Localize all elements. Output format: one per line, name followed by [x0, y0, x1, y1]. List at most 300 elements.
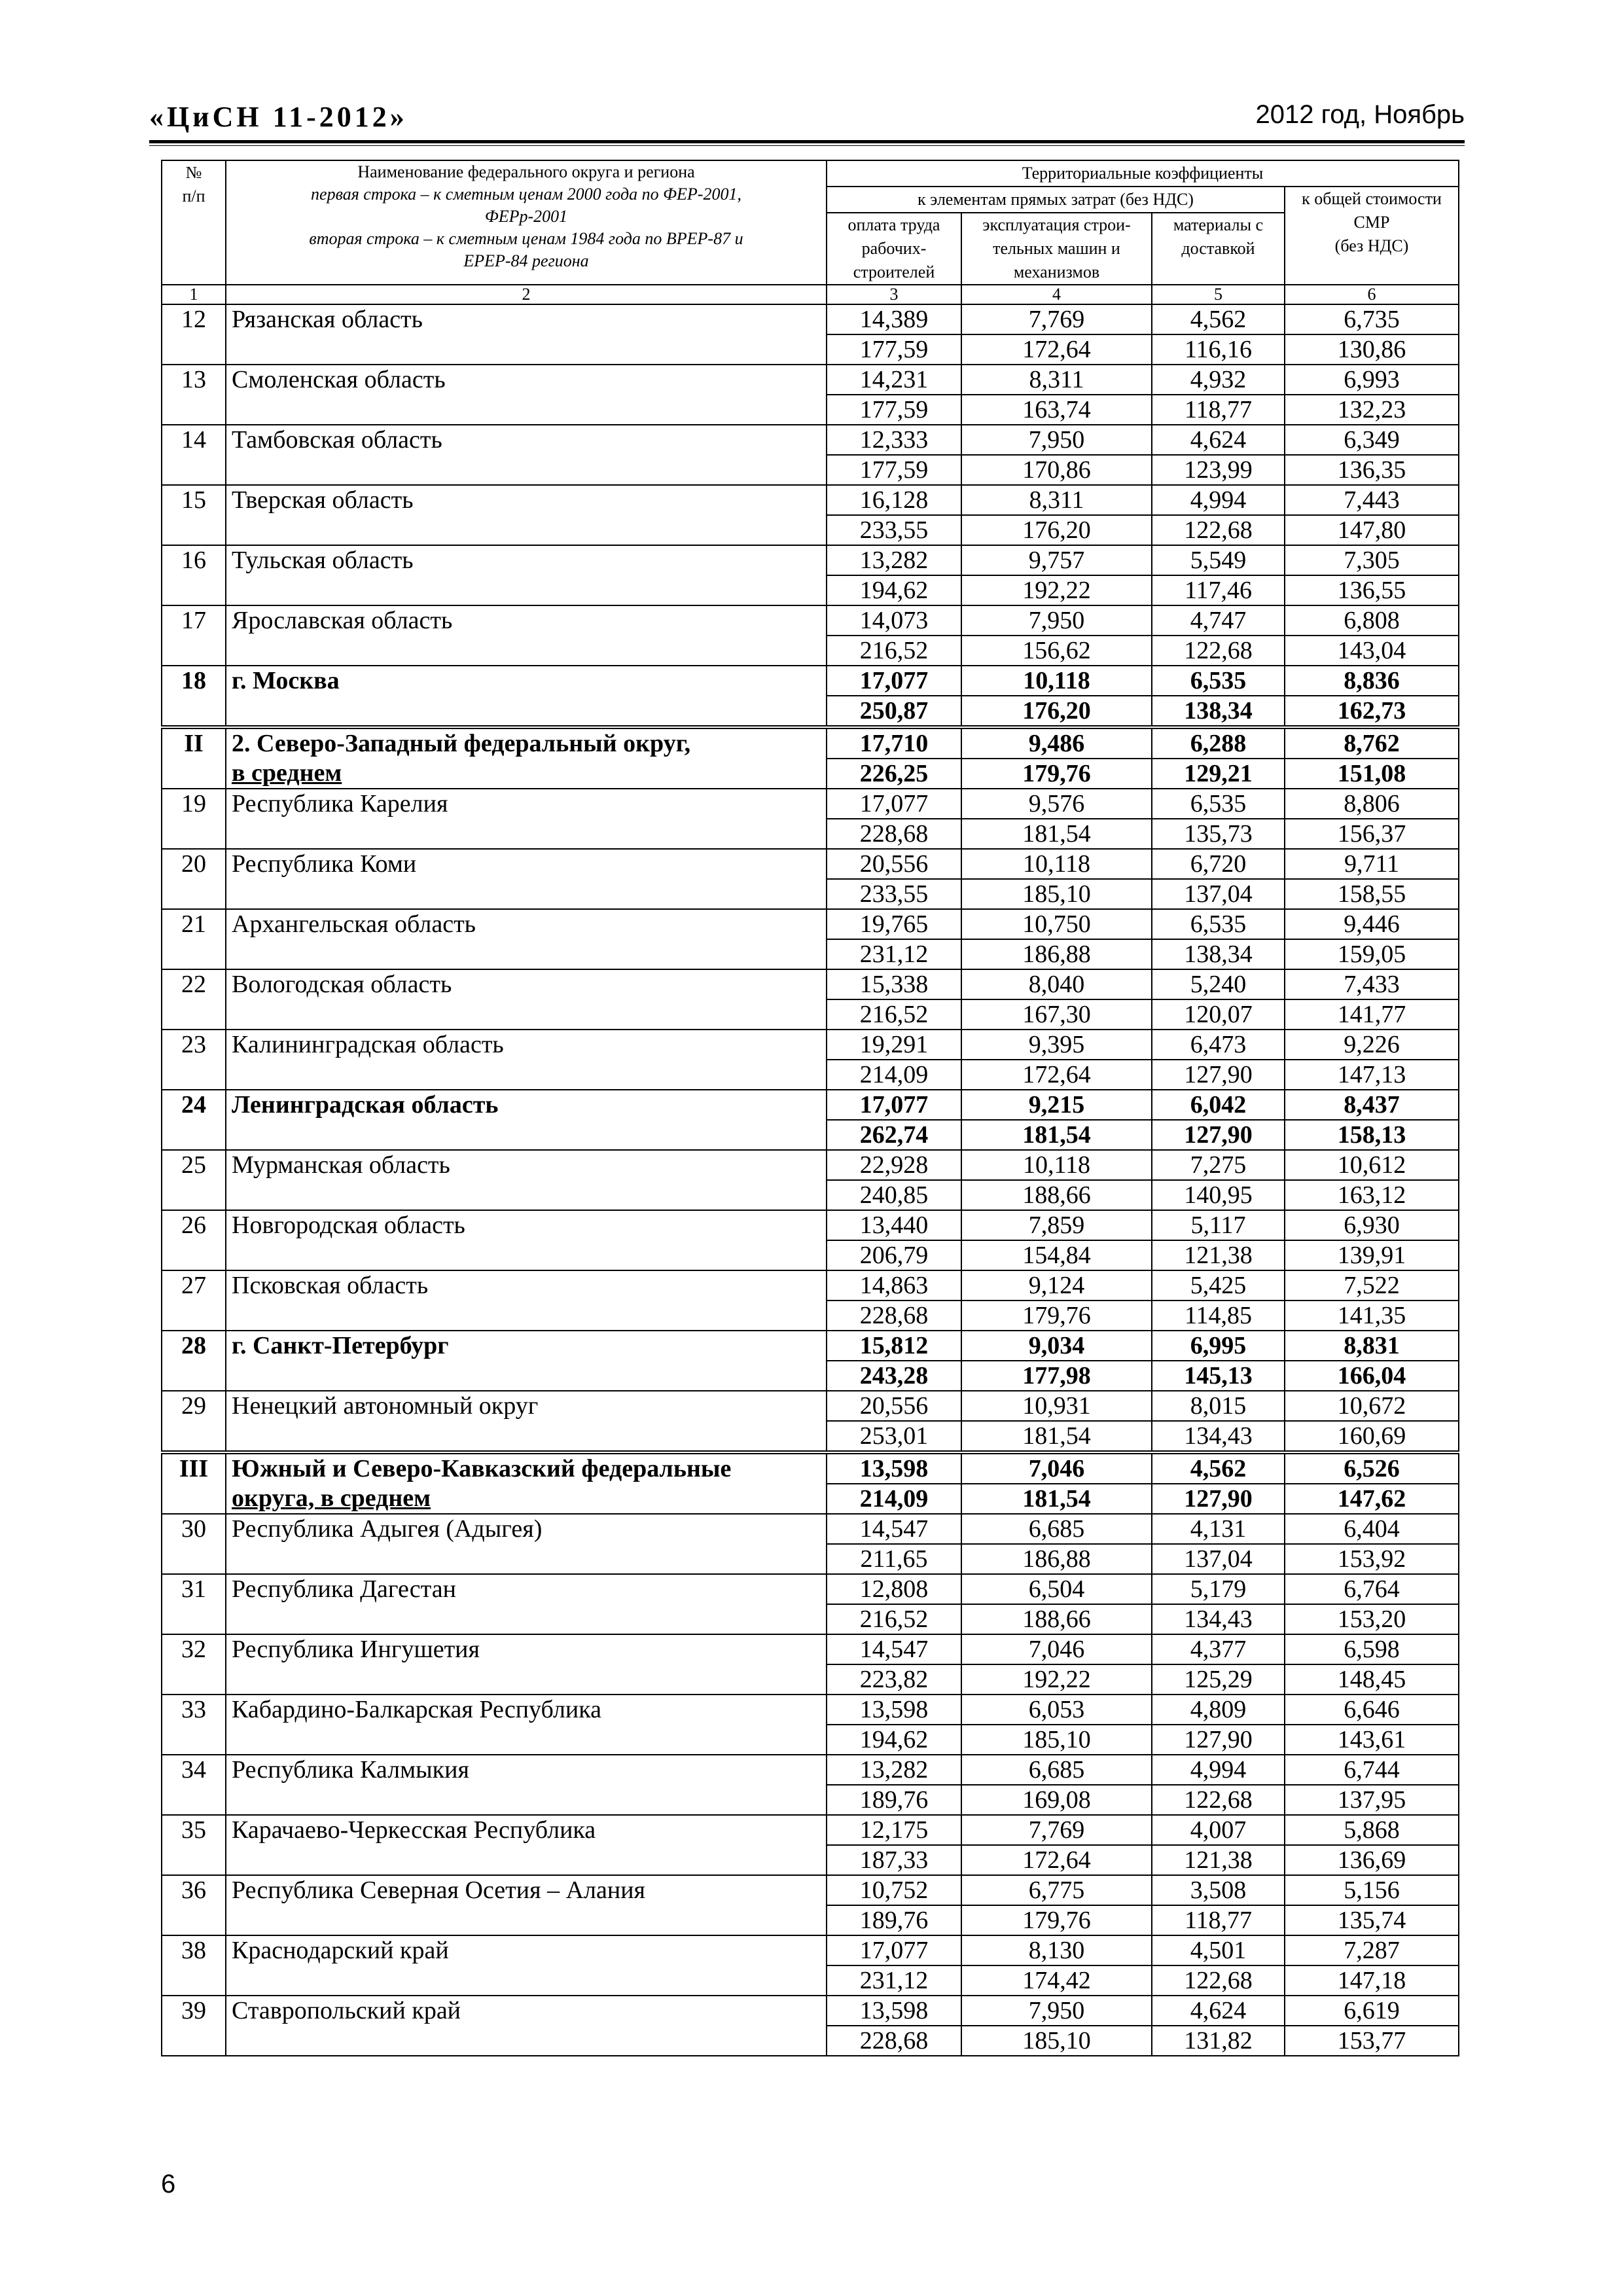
coefficient-2000: 4,007 [1152, 1815, 1285, 1845]
region-name: Смоленская область [226, 365, 827, 425]
coefficient-1984: 185,10 [961, 2026, 1152, 2056]
table-row [162, 1755, 1459, 1785]
coefficient-1984: 186,88 [961, 939, 1152, 969]
coefficient-1984: 134,43 [1152, 1421, 1285, 1452]
row-number: 25 [162, 1150, 226, 1210]
coefficient-1984: 147,13 [1285, 1060, 1459, 1090]
coefficient-1984: 188,66 [961, 1180, 1152, 1210]
coefficient-1984: 118,77 [1152, 395, 1285, 425]
coefficient-2000: 3,508 [1152, 1875, 1285, 1905]
coefficient-2000: 6,775 [961, 1875, 1152, 1905]
row-number: 27 [162, 1270, 226, 1331]
coefficient-2000: 17,077 [827, 666, 961, 696]
table-row [162, 1634, 1459, 1664]
coefficient-2000: 10,750 [961, 909, 1152, 939]
coefficient-2000: 6,735 [1285, 304, 1459, 334]
coefficient-1984: 145,13 [1152, 1361, 1285, 1391]
coefficient-1984: 216,52 [827, 636, 961, 666]
coefficient-2000: 15,338 [827, 969, 961, 999]
coefficient-2000: 6,404 [1285, 1514, 1459, 1544]
coefficient-1984: 223,82 [827, 1664, 961, 1695]
coefficient-1984: 188,66 [961, 1604, 1152, 1634]
coefficient-2000: 7,433 [1285, 969, 1459, 999]
coefficient-1984: 158,55 [1285, 879, 1459, 909]
table-row [162, 485, 1459, 515]
region-name: Краснодарский край [226, 1935, 827, 1996]
row-number: 21 [162, 909, 226, 969]
coefficient-2000: 10,118 [961, 849, 1152, 879]
coefficient-2000: 7,046 [961, 1452, 1152, 1484]
coefficient-2000: 8,040 [961, 969, 1152, 999]
coefficient-1984: 228,68 [827, 1300, 961, 1331]
coefficient-2000: 6,744 [1285, 1755, 1459, 1785]
coefficient-1984: 147,18 [1285, 1965, 1459, 1996]
coefficient-2000: 5,549 [1152, 545, 1285, 575]
coefficient-1984: 172,64 [961, 334, 1152, 365]
coefficient-1984: 177,59 [827, 455, 961, 485]
coefficient-2000: 7,769 [961, 304, 1152, 334]
coefficient-2000: 6,504 [961, 1574, 1152, 1604]
coefficient-1984: 233,55 [827, 515, 961, 545]
coefficient-1984: 187,33 [827, 1845, 961, 1875]
row-number: 14 [162, 425, 226, 485]
coefficient-1984: 114,85 [1152, 1300, 1285, 1331]
table-row [162, 1574, 1459, 1604]
row-number: 26 [162, 1210, 226, 1270]
coefficient-2000: 6,720 [1152, 849, 1285, 879]
region-name: Архангельская область [226, 909, 827, 969]
table-row [162, 969, 1459, 999]
region-name: Ленинградская область [226, 1090, 827, 1150]
row-number: 31 [162, 1574, 226, 1634]
region-name-line2: округа, в среднем [226, 1484, 827, 1514]
region-name: Тверская область [226, 485, 827, 545]
coefficient-1984: 156,37 [1285, 819, 1459, 849]
region-name: Рязанская область [226, 304, 827, 365]
coefficient-1984: 231,12 [827, 939, 961, 969]
coefficient-2000: 6,349 [1285, 425, 1459, 455]
coefficient-1984: 172,64 [961, 1060, 1152, 1090]
row-number: 13 [162, 365, 226, 425]
coefficient-2000: 17,077 [827, 1090, 961, 1120]
coefficient-1984: 174,42 [961, 1965, 1152, 1996]
coefficient-1984: 127,90 [1152, 1060, 1285, 1090]
coefficient-1984: 143,61 [1285, 1725, 1459, 1755]
coefficient-1984: 137,95 [1285, 1785, 1459, 1815]
coefficient-1984: 185,10 [961, 1725, 1152, 1755]
region-name: Республика Северная Осетия – Алания [226, 1875, 827, 1935]
coefficient-2000: 9,576 [961, 789, 1152, 819]
coefficient-2000: 5,156 [1285, 1875, 1459, 1905]
coefficient-1984: 176,20 [961, 515, 1152, 545]
coefficient-1984: 118,77 [1152, 1905, 1285, 1935]
coefficient-2000: 17,710 [827, 727, 961, 759]
coefficient-2000: 6,053 [961, 1695, 1152, 1725]
table-row [162, 759, 1459, 789]
coefficient-2000: 13,598 [827, 1452, 961, 1484]
coefficient-1984: 158,13 [1285, 1120, 1459, 1150]
coefficient-1984: 136,69 [1285, 1845, 1459, 1875]
coefficient-1984: 122,68 [1152, 1965, 1285, 1996]
row-number: 24 [162, 1090, 226, 1150]
region-name: Ярославская область [226, 605, 827, 666]
coefficient-1984: 179,76 [961, 759, 1152, 789]
coefficient-1984: 121,38 [1152, 1240, 1285, 1270]
publication-date: 2012 год, Ноябрь [1255, 100, 1465, 129]
coefficient-1984: 153,20 [1285, 1604, 1459, 1634]
coefficient-2000: 17,077 [827, 789, 961, 819]
table-row [162, 1875, 1459, 1905]
coefficient-1984: 233,55 [827, 879, 961, 909]
coefficient-1984: 211,65 [827, 1544, 961, 1574]
coefficient-2000: 4,747 [1152, 605, 1285, 636]
row-number: 22 [162, 969, 226, 1030]
coefficient-1984: 172,64 [961, 1845, 1152, 1875]
coefficient-1984: 253,01 [827, 1421, 961, 1452]
coefficient-2000: 4,624 [1152, 425, 1285, 455]
coefficient-2000: 5,179 [1152, 1574, 1285, 1604]
coefficient-2000: 13,282 [827, 1755, 961, 1785]
coefficient-1984: 170,86 [961, 455, 1152, 485]
coefficient-2000: 8,311 [961, 485, 1152, 515]
coefficient-2000: 5,868 [1285, 1815, 1459, 1845]
coefficient-1984: 120,07 [1152, 999, 1285, 1030]
coefficient-1984: 129,21 [1152, 759, 1285, 789]
coefficient-2000: 9,486 [961, 727, 1152, 759]
coefficient-2000: 12,808 [827, 1574, 961, 1604]
table-row [162, 849, 1459, 879]
coefficient-2000: 20,556 [827, 849, 961, 879]
coefficient-1984: 166,04 [1285, 1361, 1459, 1391]
row-number: 28 [162, 1331, 226, 1391]
coefficient-2000: 6,535 [1152, 909, 1285, 939]
table-row [162, 545, 1459, 575]
coefficient-2000: 19,291 [827, 1030, 961, 1060]
table-row [162, 1150, 1459, 1180]
coefficient-2000: 6,930 [1285, 1210, 1459, 1240]
coefficient-1984: 186,88 [961, 1544, 1152, 1574]
coefficient-1984: 177,59 [827, 334, 961, 365]
header-territorial: Территориальные коэффициенты [827, 160, 1459, 187]
table-row [162, 909, 1459, 939]
region-name-line1: Южный и Северо-Кавказский федеральные [226, 1452, 827, 1484]
coefficient-1984: 167,30 [961, 999, 1152, 1030]
coefficient-1984: 138,34 [1152, 696, 1285, 727]
publication-title: «ЦиСН 11-2012» [149, 101, 408, 133]
coefficient-2000: 13,282 [827, 545, 961, 575]
coefficient-2000: 9,757 [961, 545, 1152, 575]
header-rule [149, 140, 1465, 143]
table-row [162, 1391, 1459, 1421]
column-number: 4 [961, 285, 1152, 304]
coefficient-1984: 228,68 [827, 2026, 961, 2056]
region-name: Калининградская область [226, 1030, 827, 1090]
coefficient-2000: 16,128 [827, 485, 961, 515]
table-row [162, 365, 1459, 395]
coefficient-1984: 151,08 [1285, 759, 1459, 789]
coefficient-1984: 177,98 [961, 1361, 1152, 1391]
coefficient-1984: 179,76 [961, 1905, 1152, 1935]
coefficient-2000: 9,711 [1285, 849, 1459, 879]
coefficient-2000: 6,646 [1285, 1695, 1459, 1725]
region-name: г. Москва [226, 666, 827, 727]
coefficient-2000: 6,535 [1152, 789, 1285, 819]
coefficient-2000: 4,932 [1152, 365, 1285, 395]
column-number: 2 [226, 285, 827, 304]
coefficient-2000: 6,619 [1285, 1996, 1459, 2026]
table-row [162, 1331, 1459, 1361]
coefficient-1984: 153,92 [1285, 1544, 1459, 1574]
row-number: 15 [162, 485, 226, 545]
region-name-line2: в среднем [226, 759, 827, 789]
table-row [162, 1484, 1459, 1514]
coefficient-1984: 163,74 [961, 395, 1152, 425]
coefficient-1984: 132,23 [1285, 395, 1459, 425]
table-row [162, 605, 1459, 636]
coefficient-2000: 8,015 [1152, 1391, 1285, 1421]
region-name-line1: 2. Северо-Западный федеральный округ, [226, 727, 827, 759]
coefficient-1984: 194,62 [827, 1725, 961, 1755]
row-number: 36 [162, 1875, 226, 1935]
coefficient-1984: 181,54 [961, 1120, 1152, 1150]
row-number: 39 [162, 1996, 226, 2056]
coefficient-1984: 140,95 [1152, 1180, 1285, 1210]
coefficient-1984: 117,46 [1152, 575, 1285, 605]
coefficient-2000: 7,769 [961, 1815, 1152, 1845]
region-name: Вологодская область [226, 969, 827, 1030]
coefficient-2000: 6,685 [961, 1514, 1152, 1544]
region-name: Республика Адыгея (Адыгея) [226, 1514, 827, 1574]
coefficient-1984: 162,73 [1285, 696, 1459, 727]
coefficient-1984: 130,86 [1285, 334, 1459, 365]
row-number: 34 [162, 1755, 226, 1815]
coefficient-1984: 159,05 [1285, 939, 1459, 969]
header-total-cost: к общей стоимости СМР (без НДС) [1285, 187, 1459, 285]
coefficient-2000: 14,547 [827, 1634, 961, 1664]
row-number: 23 [162, 1030, 226, 1090]
table-row [162, 1935, 1459, 1965]
table-row [162, 1514, 1459, 1544]
coefficient-2000: 6,288 [1152, 727, 1285, 759]
coefficient-2000: 14,231 [827, 365, 961, 395]
coefficient-1984: 240,85 [827, 1180, 961, 1210]
row-number: 35 [162, 1815, 226, 1875]
region-name: Кабардино-Балкарская Республика [226, 1695, 827, 1755]
coefficient-1984: 135,73 [1152, 819, 1285, 849]
region-name: Республика Карелия [226, 789, 827, 849]
coefficient-1984: 214,09 [827, 1060, 961, 1090]
header-machines: эксплуатация строи- тельных машин и механизмов [961, 213, 1152, 285]
coefficient-1984: 156,62 [961, 636, 1152, 666]
coefficient-1984: 176,20 [961, 696, 1152, 727]
header-direct-costs: к элементам прямых затрат (без НДС) [827, 187, 1285, 213]
region-name: Республика Коми [226, 849, 827, 909]
coefficient-2000: 13,598 [827, 1996, 961, 2026]
table-row [162, 727, 1459, 759]
coefficient-2000: 20,556 [827, 1391, 961, 1421]
coefficient-2000: 14,863 [827, 1270, 961, 1300]
row-number: 19 [162, 789, 226, 849]
row-number: 12 [162, 304, 226, 365]
coefficient-1984: 189,76 [827, 1905, 961, 1935]
coefficient-2000: 5,240 [1152, 969, 1285, 999]
coefficient-1984: 206,79 [827, 1240, 961, 1270]
coefficient-2000: 17,077 [827, 1935, 961, 1965]
column-number: 6 [1285, 285, 1459, 304]
coefficient-2000: 4,994 [1152, 1755, 1285, 1785]
region-name: Тамбовская область [226, 425, 827, 485]
table-row [162, 1815, 1459, 1845]
coefficient-2000: 15,812 [827, 1331, 961, 1361]
table-row [162, 1996, 1459, 2026]
table-row [162, 789, 1459, 819]
coefficient-2000: 8,762 [1285, 727, 1459, 759]
coefficient-1984: 177,59 [827, 395, 961, 425]
coefficient-2000: 10,612 [1285, 1150, 1459, 1180]
coefficient-1984: 181,54 [961, 819, 1152, 849]
coefficient-2000: 10,752 [827, 1875, 961, 1905]
coefficient-2000: 10,118 [961, 1150, 1152, 1180]
coefficient-2000: 6,535 [1152, 666, 1285, 696]
coefficient-2000: 12,333 [827, 425, 961, 455]
coefficient-2000: 8,836 [1285, 666, 1459, 696]
table-row [162, 1090, 1459, 1120]
header-labor: оплата труда рабочих- строителей [827, 213, 961, 285]
header-materials: материалы с доставкой [1152, 213, 1285, 285]
table-row [162, 1270, 1459, 1300]
coefficient-2000: 7,859 [961, 1210, 1152, 1240]
table-row [162, 425, 1459, 455]
coefficient-2000: 10,931 [961, 1391, 1152, 1421]
coefficient-1984: 250,87 [827, 696, 961, 727]
coefficient-1984: 127,90 [1152, 1484, 1285, 1514]
coefficient-1984: 192,22 [961, 575, 1152, 605]
coefficient-2000: 8,130 [961, 1935, 1152, 1965]
coefficient-1984: 214,09 [827, 1484, 961, 1514]
coefficient-2000: 6,993 [1285, 365, 1459, 395]
coefficient-2000: 8,437 [1285, 1090, 1459, 1120]
region-name: Республика Ингушетия [226, 1634, 827, 1695]
table-row [162, 1210, 1459, 1240]
coefficient-2000: 14,547 [827, 1514, 961, 1544]
coefficient-2000: 7,287 [1285, 1935, 1459, 1965]
header-rule-thin [149, 145, 1465, 146]
coefficient-1984: 127,90 [1152, 1725, 1285, 1755]
region-name: г. Санкт-Петербург [226, 1331, 827, 1391]
coefficients-table [161, 160, 1459, 2056]
region-name: Новгородская область [226, 1210, 827, 1270]
coefficient-2000: 12,175 [827, 1815, 961, 1845]
coefficient-1984: 231,12 [827, 1965, 961, 1996]
coefficient-1984: 179,76 [961, 1300, 1152, 1331]
coefficient-1984: 243,28 [827, 1361, 961, 1391]
coefficient-1984: 136,55 [1285, 575, 1459, 605]
header-num: № п/п [162, 160, 226, 285]
row-number: III [162, 1452, 226, 1514]
coefficient-2000: 4,501 [1152, 1935, 1285, 1965]
coefficient-1984: 134,43 [1152, 1604, 1285, 1634]
coefficient-2000: 7,950 [961, 425, 1152, 455]
coefficient-1984: 139,91 [1285, 1240, 1459, 1270]
coefficient-2000: 9,226 [1285, 1030, 1459, 1060]
coefficient-2000: 9,034 [961, 1331, 1152, 1361]
region-name: Карачаево-Черкесская Республика [226, 1815, 827, 1875]
coefficient-1984: 181,54 [961, 1484, 1152, 1514]
coefficient-1984: 136,35 [1285, 455, 1459, 485]
coefficient-1984: 141,77 [1285, 999, 1459, 1030]
coefficient-2000: 7,305 [1285, 545, 1459, 575]
coefficient-2000: 4,624 [1152, 1996, 1285, 2026]
coefficient-1984: 262,74 [827, 1120, 961, 1150]
row-number: 16 [162, 545, 226, 605]
coefficient-2000: 19,765 [827, 909, 961, 939]
page-number: 6 [161, 2170, 176, 2198]
coefficient-1984: 141,35 [1285, 1300, 1459, 1331]
header-name: Наименование федерального округа и региона первая строка – к сметным ценам 2000 года по ФЕР-2001, ФЕРр-2001 вторая строка – к сметным ценам 1984 года по ВРЕР-87 и ЕРЕР-84 региона [226, 160, 827, 285]
row-number: 33 [162, 1695, 226, 1755]
coefficient-2000: 6,808 [1285, 605, 1459, 636]
coefficient-2000: 6,685 [961, 1755, 1152, 1785]
region-name: Псковская область [226, 1270, 827, 1331]
coefficient-1984: 163,12 [1285, 1180, 1459, 1210]
coefficient-1984: 181,54 [961, 1421, 1152, 1452]
table-body [162, 304, 1459, 2056]
coefficient-1984: 216,52 [827, 1604, 961, 1634]
coefficient-1984: 169,08 [961, 1785, 1152, 1815]
coefficient-1984: 185,10 [961, 879, 1152, 909]
table-row [162, 1452, 1459, 1484]
coefficient-1984: 194,62 [827, 575, 961, 605]
coefficient-1984: 147,62 [1285, 1484, 1459, 1514]
row-number: 20 [162, 849, 226, 909]
coefficient-2000: 6,598 [1285, 1634, 1459, 1664]
coefficient-1984: 125,29 [1152, 1664, 1285, 1695]
coefficient-1984: 122,68 [1152, 636, 1285, 666]
row-number: 17 [162, 605, 226, 666]
coefficient-1984: 153,77 [1285, 2026, 1459, 2056]
coefficient-1984: 189,76 [827, 1785, 961, 1815]
coefficient-1984: 192,22 [961, 1664, 1152, 1695]
coefficient-2000: 4,131 [1152, 1514, 1285, 1544]
coefficient-2000: 7,275 [1152, 1150, 1285, 1180]
coefficient-2000: 6,764 [1285, 1574, 1459, 1604]
coefficient-1984: 226,25 [827, 759, 961, 789]
coefficient-2000: 13,440 [827, 1210, 961, 1240]
coefficient-2000: 9,215 [961, 1090, 1152, 1120]
coefficient-2000: 6,473 [1152, 1030, 1285, 1060]
coefficient-1984: 137,04 [1152, 1544, 1285, 1574]
coefficient-2000: 14,073 [827, 605, 961, 636]
coefficient-1984: 122,68 [1152, 515, 1285, 545]
coefficient-1984: 216,52 [827, 999, 961, 1030]
coefficient-1984: 123,99 [1152, 455, 1285, 485]
coefficient-2000: 7,443 [1285, 485, 1459, 515]
coefficient-2000: 10,672 [1285, 1391, 1459, 1421]
region-name: Тульская область [226, 545, 827, 605]
coefficient-1984: 131,82 [1152, 2026, 1285, 2056]
coefficient-1984: 121,38 [1152, 1845, 1285, 1875]
coefficient-2000: 4,994 [1152, 485, 1285, 515]
coefficient-2000: 9,124 [961, 1270, 1152, 1300]
coefficient-1984: 135,74 [1285, 1905, 1459, 1935]
coefficient-1984: 127,90 [1152, 1120, 1285, 1150]
coefficient-2000: 22,928 [827, 1150, 961, 1180]
region-name: Ставропольский край [226, 1996, 827, 2056]
column-number: 3 [827, 285, 961, 304]
coefficient-2000: 6,995 [1152, 1331, 1285, 1361]
coefficient-1984: 138,34 [1152, 939, 1285, 969]
row-number: 30 [162, 1514, 226, 1574]
